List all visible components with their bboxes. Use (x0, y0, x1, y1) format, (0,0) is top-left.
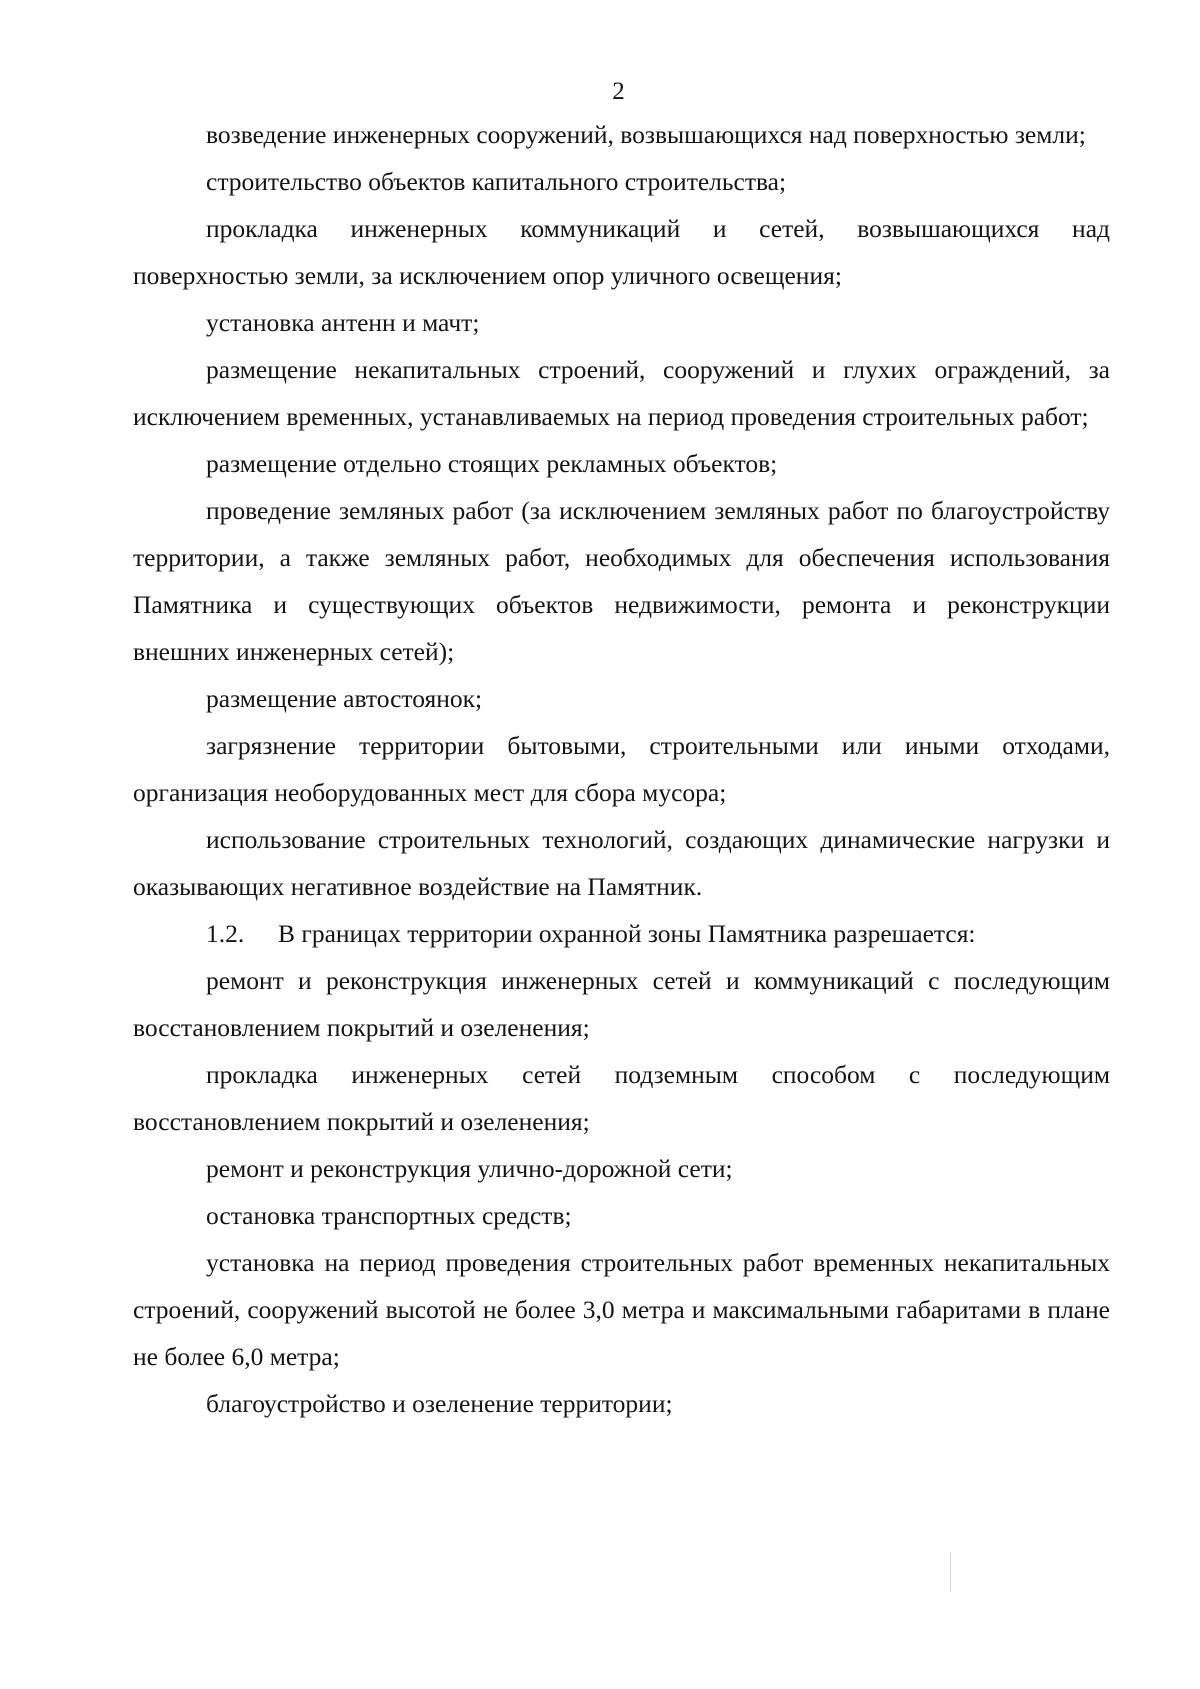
section-heading-text: В границах территории охранной зоны Памятника разрешается: (278, 919, 976, 948)
paragraph-allowed-3: ремонт и реконструкция улично-дорожной сети; (206, 1154, 733, 1183)
paragraph-prohibited-7: проведение земляных работ (за исключением земляных работ по благоустройству территории, а также земляных работ, необходимых для обеспечения использования Памятника и существующих объектов недвижимости, ремонта и реконструкции внешних инженерных сетей); (133, 496, 1110, 666)
section-heading (133, 910, 1110, 957)
scan-artifact-line (950, 1553, 951, 1591)
paragraph-allowed-6: благоустройство и озеленение территории; (206, 1389, 673, 1418)
paragraph-prohibited-8: размещение автостоянок; (206, 684, 483, 713)
paragraph-prohibited-1: возведение инженерных сооружений, возвышающихся над поверхностью земли; (206, 120, 1086, 149)
document-body (133, 111, 1110, 1427)
paragraph-prohibited-4: установка антенн и мачт; (206, 308, 480, 337)
paragraph-prohibited-10: использование строительных технологий, создающих динамические нагрузки и оказывающих негативное воздействие на Памятник. (133, 825, 1110, 901)
paragraph-allowed-2: прокладка инженерных сетей подземным способом с последующим восстановлением покрытий и озеленения; (133, 1060, 1110, 1136)
paragraph-prohibited-6: размещение отдельно стоящих рекламных объектов; (206, 449, 778, 478)
paragraph-allowed-1: ремонт и реконструкция инженерных сетей и коммуникаций с последующим восстановлением покрытий и озеленения; (133, 966, 1110, 1042)
paragraph-allowed-4: остановка транспортных средств; (206, 1201, 572, 1230)
paragraph-prohibited-3: прокладка инженерных коммуникаций и сетей, возвышающихся над поверхностью земли, за исключением опор уличного освещения; (133, 214, 1110, 290)
page-number: 2 (612, 78, 625, 105)
paragraph-allowed-5: установка на период проведения строительных работ временных некапитальных строений, сооружений высотой не более 3,0 метра и максимальными габаритами в плане не более 6,0 метра; (133, 1248, 1110, 1371)
paragraph-prohibited-9: загрязнение территории бытовыми, строительными или иными отходами, организация необорудованных мест для сбора мусора; (133, 731, 1110, 807)
paragraph-prohibited-5: размещение некапитальных строений, сооружений и глухих ограждений, за исключением временных, устанавливаемых на период проведения строительных работ; (133, 355, 1110, 431)
section-number: 1.2. (206, 919, 245, 948)
paragraph-prohibited-2: строительство объектов капитального строительства; (206, 167, 787, 196)
